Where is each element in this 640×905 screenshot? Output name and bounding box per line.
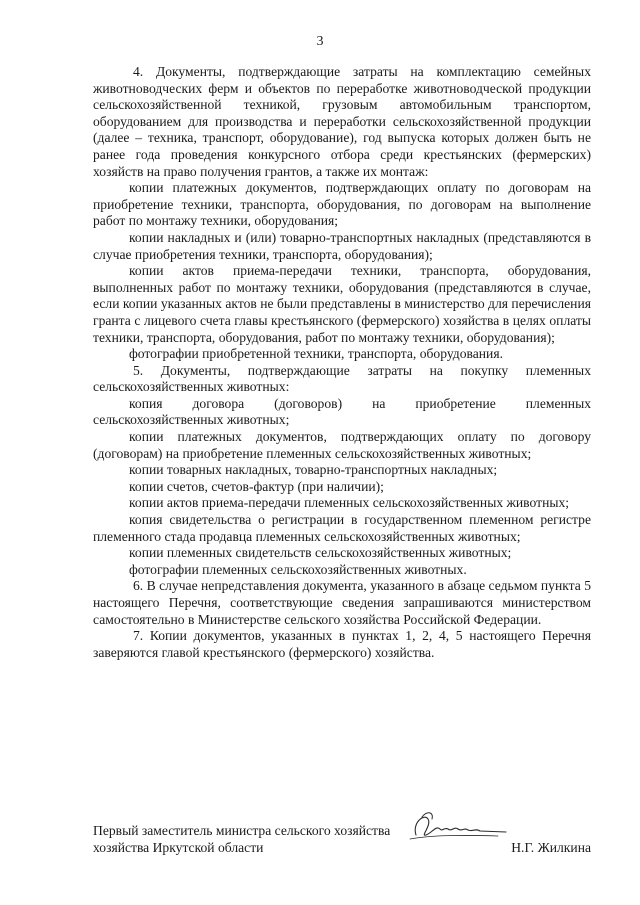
paragraph: копии племенных свидетельств сельскохозяйственных животных; xyxy=(129,545,512,561)
paragraph: копии актов приема-передачи техники, транспорта, оборудования, выполненных работ по монтажу техники, оборудования (представляются в случае, если копии указанных актов не были представлены в министерство для перечисления гранта с лицевого счета главы крестьянского (фермерского) хозяйства в целях оплаты техники, транспорта, оборудования, работ по монтажу техники, оборудования); xyxy=(93,263,591,345)
paragraph: фотографии приобретенной техники, транспорта, оборудования. xyxy=(129,346,503,362)
paragraph: копии платежных документов, подтверждающих оплату по договору (договорам) на приобретение племенных сельскохозяйственных животных; xyxy=(93,429,591,461)
handwritten-signature xyxy=(402,805,512,847)
signature-block xyxy=(93,822,591,856)
paragraph: копии товарных накладных, товарно-транспортных накладных; xyxy=(129,462,498,478)
paragraph: копия свидетельства о регистрации в государственном племенном регистре племенного стада продавца племенных сельскохозяйственных животных; xyxy=(93,512,591,544)
paragraph-item-5: 5. Документы, подтверждающие затраты на покупку племенных сельскохозяйственных животных: xyxy=(93,362,591,395)
signatory-name: Н.Г. Жилкина xyxy=(511,840,591,855)
paragraph-item-4: 4. Документы, подтверждающие затраты на комплектацию семейных животноводческих ферм и объектов по переработке животноводческой продукции сельскохозяйственной техникой, грузовым автомобильным транспортом, оборудованием для производства и переработки сельскохозяйственной продукции (далее – техника, транспорт, оборудование), год выпуска которых должен быть не ранее года проведения конкурсного отбора среди крестьянских (фермерских) хозяйств на право получения грантов, а также их монтаж: xyxy=(93,64,591,179)
page-number: 3 xyxy=(316,34,324,49)
paragraph: копии счетов, счетов-фактур (при наличии); xyxy=(129,478,384,494)
document-body xyxy=(93,64,591,661)
signatory-position-line-1: Первый заместитель министра сельского хозяйства xyxy=(93,823,391,838)
paragraph: копии актов приема-передачи племенных сельскохозяйственных животных; xyxy=(129,495,570,511)
paragraph-item-6: 6. В случае непредставления документа, указанного в абзаце седьмом пункта 5 настоящего Перечня, соответствующие сведения запрашиваются министерством самостоятельно в Министерстве сельского хозяйства Российской Федерации. xyxy=(93,578,591,627)
signatory-position-line-2: хозяйства Иркутской области xyxy=(93,840,264,855)
paragraph: копии накладных и (или) товарно-транспортных накладных (представляются в случае приобретения техники, транспорта, оборудования); xyxy=(93,229,591,262)
paragraph: копии платежных документов, подтверждающих оплату по договорам на приобретение техники, транспорта, оборудования, по договорам на выполнение работ по монтажу техники, оборудования; xyxy=(93,180,591,229)
paragraph: копия договора (договоров) на приобретение племенных сельскохозяйственных животных; xyxy=(93,395,591,428)
paragraph: фотографии племенных сельскохозяйственных животных. xyxy=(129,561,467,577)
paragraph-item-7: 7. Копии документов, указанных в пунктах 1, 2, 4, 5 настоящего Перечня заверяются главой крестьянского (фермерского) хозяйства. xyxy=(93,628,591,660)
